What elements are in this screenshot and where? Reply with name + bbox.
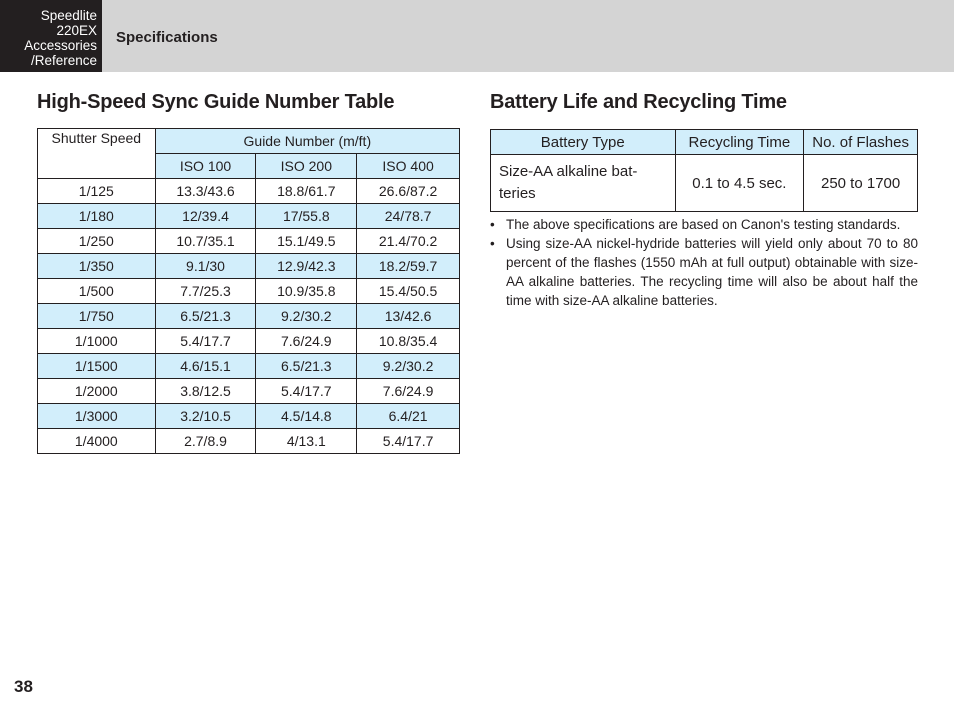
guide-number-cell: 18.8/61.7 xyxy=(256,179,357,204)
iso-header: ISO 100 xyxy=(155,154,256,179)
guide-number-cell: 13/42.6 xyxy=(357,304,460,329)
guide-number-rows xyxy=(38,179,460,454)
section-tag xyxy=(0,0,102,72)
guide-number-cell: 10.7/35.1 xyxy=(155,229,256,254)
guide-number-cell: 12.9/42.3 xyxy=(256,254,357,279)
section-tag-line: /Reference xyxy=(30,53,97,68)
guide-number-cell: 17/55.8 xyxy=(256,204,357,229)
flashes-header: No. of Flashes xyxy=(804,130,918,155)
shutter-speed-cell: 1/4000 xyxy=(38,429,156,454)
note-item: • The above specifications are based on Canon's testing standards. xyxy=(490,217,901,232)
guide-number-cell: 10.9/35.8 xyxy=(256,279,357,304)
shutter-speed-cell: 1/2000 xyxy=(38,379,156,404)
battery-notes xyxy=(490,215,918,310)
guide-table-heading: High-Speed Sync Guide Number Table xyxy=(37,91,395,113)
shutter-speed-cell: 1/3000 xyxy=(38,404,156,429)
guide-number-cell: 15.1/49.5 xyxy=(256,229,357,254)
guide-number-cell: 15.4/50.5 xyxy=(357,279,460,304)
shutter-speed-cell: 1/350 xyxy=(38,254,156,279)
guide-number-cell: 26.6/87.2 xyxy=(357,179,460,204)
guide-number-header: Guide Number (m/ft) xyxy=(155,129,459,154)
guide-number-cell: 4.5/14.8 xyxy=(256,404,357,429)
guide-number-cell: 3.2/10.5 xyxy=(155,404,256,429)
table-row xyxy=(38,404,460,429)
shutter-speed-header: Shutter Speed xyxy=(38,129,156,179)
table-row xyxy=(38,179,460,204)
recycling-time-header: Recycling Time xyxy=(675,130,804,155)
guide-number-cell: 21.4/70.2 xyxy=(357,229,460,254)
guide-number-cell: 2.7/8.9 xyxy=(155,429,256,454)
shutter-speed-cell: 1/500 xyxy=(38,279,156,304)
guide-number-cell: 24/78.7 xyxy=(357,204,460,229)
page-header xyxy=(0,0,954,72)
header-title: Specifications xyxy=(116,29,218,46)
guide-number-cell: 5.4/17.7 xyxy=(155,329,256,354)
guide-number-cell: 9.1/30 xyxy=(155,254,256,279)
battery-heading: Battery Life and Recycling Time xyxy=(490,91,787,113)
table-row xyxy=(38,379,460,404)
shutter-speed-cell: 1/250 xyxy=(38,229,156,254)
table-row xyxy=(38,304,460,329)
table-row xyxy=(38,329,460,354)
iso-header: ISO 200 xyxy=(256,154,357,179)
section-tag-line: 220EX xyxy=(56,23,97,38)
flashes-cell: 250 to 1700 xyxy=(804,155,918,212)
guide-number-cell: 3.8/12.5 xyxy=(155,379,256,404)
guide-number-cell: 12/39.4 xyxy=(155,204,256,229)
note-item: • Using size-AA nickel-hydride batteries will yield only about 70 to 80 percent of the flashes (1550 mAh at full output) obtainable with size-AA alkaline batteries. The recycling time will also be about half the time with size-AA alkaline batteries. xyxy=(490,236,918,308)
shutter-speed-cell: 1/750 xyxy=(38,304,156,329)
guide-number-cell: 9.2/30.2 xyxy=(357,354,460,379)
table-row xyxy=(38,204,460,229)
guide-number-cell: 6.5/21.3 xyxy=(155,304,256,329)
shutter-speed-cell: 1/1500 xyxy=(38,354,156,379)
guide-number-cell: 4/13.1 xyxy=(256,429,357,454)
guide-number-cell: 7.6/24.9 xyxy=(256,329,357,354)
table-row xyxy=(38,279,460,304)
table-row xyxy=(38,429,460,454)
recycling-time-cell: 0.1 to 4.5 sec. xyxy=(675,155,804,212)
guide-number-cell: 13.3/43.6 xyxy=(155,179,256,204)
iso-header: ISO 400 xyxy=(357,154,460,179)
guide-number-cell: 10.8/35.4 xyxy=(357,329,460,354)
shutter-speed-cell: 1/125 xyxy=(38,179,156,204)
battery-type-header: Battery Type xyxy=(491,130,676,155)
battery-table xyxy=(490,129,918,212)
section-tag-line: Speedlite xyxy=(40,8,97,23)
guide-number-cell: 9.2/30.2 xyxy=(256,304,357,329)
guide-number-cell: 6.4/21 xyxy=(357,404,460,429)
shutter-speed-cell: 1/180 xyxy=(38,204,156,229)
page-number: 38 xyxy=(14,677,33,696)
guide-number-cell: 5.4/17.7 xyxy=(357,429,460,454)
note-text: Using size-AA nickel-hydride batteries will yield only about 70 to 80 percent of the flashes (1550 mAh at full output) obtainable with size-AA alkaline batteries. The recycling time will also be about half the time with size-AA alkaline batteries. xyxy=(506,236,918,308)
guide-number-cell: 6.5/21.3 xyxy=(256,354,357,379)
guide-number-cell: 4.6/15.1 xyxy=(155,354,256,379)
table-row xyxy=(38,254,460,279)
table-row xyxy=(38,354,460,379)
table-row xyxy=(38,229,460,254)
shutter-speed-cell: 1/1000 xyxy=(38,329,156,354)
guide-number-cell: 7.6/24.9 xyxy=(357,379,460,404)
guide-number-cell: 18.2/59.7 xyxy=(357,254,460,279)
note-text: The above specifications are based on Canon's testing standards. xyxy=(506,217,901,232)
battery-type-cell: Size-AA alkaline bat-teries xyxy=(491,155,676,212)
guide-number-table xyxy=(37,128,460,454)
section-tag-line: Accessories xyxy=(24,38,97,53)
guide-number-cell: 5.4/17.7 xyxy=(256,379,357,404)
guide-number-cell: 7.7/25.3 xyxy=(155,279,256,304)
